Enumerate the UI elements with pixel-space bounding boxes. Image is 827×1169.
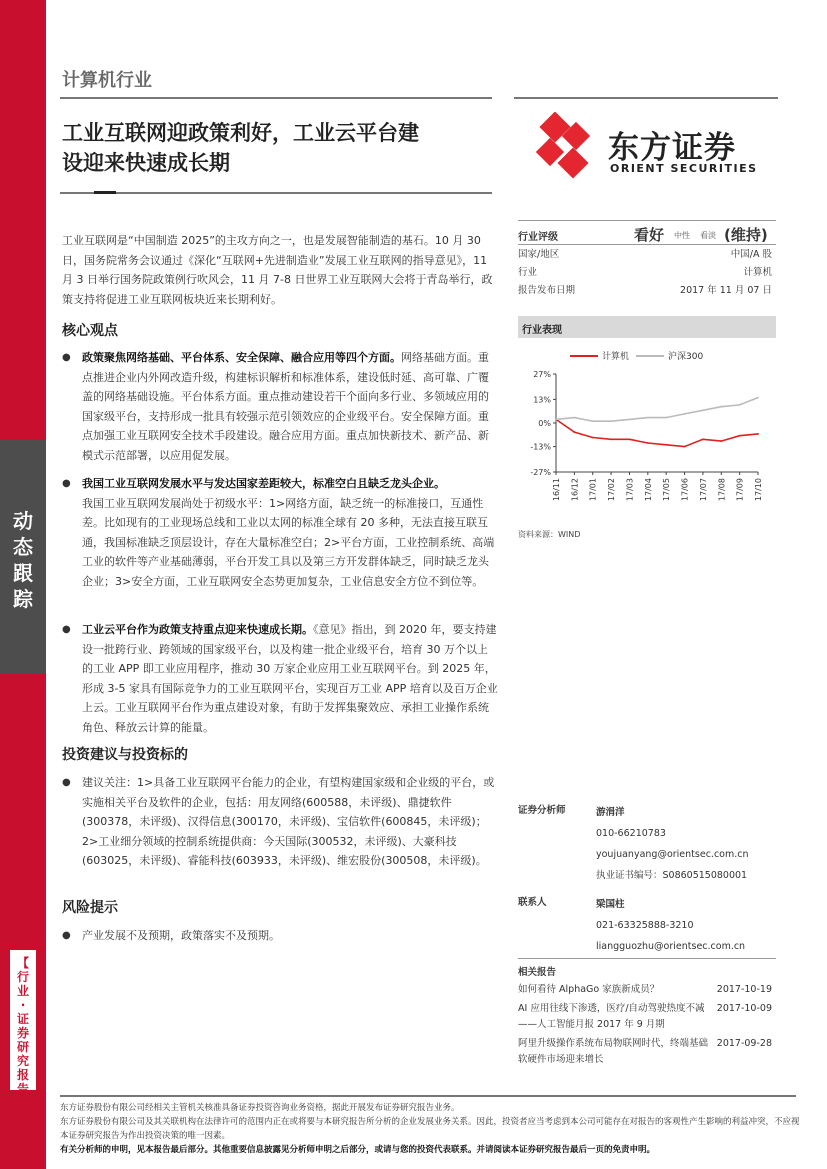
bullet-dot-icon: ● [62,777,71,788]
rating-row [518,246,776,264]
bullet-dot-icon: ● [62,930,71,941]
x-tick-label: 17/06 [680,478,690,502]
rating-divider [518,244,776,245]
bullet-bold: 我国工业互联网发展水平与发达国家差距较大，标准空白且缺乏龙头企业。 [82,477,445,490]
y-tick-label: -27% [530,468,551,477]
series-point [739,404,741,406]
row-label: 行业 [518,267,538,278]
company-logo [530,112,780,182]
series-point [757,397,759,399]
top-divider [60,97,492,99]
analyst-name: 游涓洋 [596,807,625,818]
related-item-title: 如何看待 AlphaGo 家族新成员？ [518,984,660,995]
report-type-char: 踪 [13,587,33,611]
rating-neutral: 中性 [674,231,690,240]
title-divider-accent [94,191,116,194]
bullet-dot-icon: ● [62,478,71,489]
bullet-text: 建议关注：1>具备工业互联网平台能力的企业，有望构建国家级和企业级的平台，或实施相关平台及软件的企业，包括：用友网络(600588，未评级)、鼎捷软件(300378，未评级)、汉得信息(300170，未评级)、宝信软件(600845，未评级)；2>工业细分领域的控制系统提供商：今天国际(300532，未评级)、大豪科技(603025，未评级)、睿能科技(603933，未评级)、维宏股份(300508，未评级)。 [82,776,495,867]
report-type-char: 动 [13,509,33,533]
series-point [629,418,631,420]
series-point [592,437,594,439]
x-tick-label: 17/03 [625,478,635,502]
title-line-2: 设迎来快速成长期 [62,151,230,175]
footer-line-3: 有关分析师的申明，见本报告最后部分。其他重要信息披露见分析师申明之后部分，或请与您的投资代表联系。并请阅读本证券研究报告最后一页的免责申明。 [60,1145,656,1155]
series-point [610,420,612,422]
bullet-dot-icon: ● [62,624,71,635]
x-tick-label: 17/09 [735,478,745,502]
section-risk-heading: 风险提示 [62,900,118,916]
x-tick-label: 17/07 [698,478,708,502]
report-category-char: 业 [16,984,29,998]
x-tick-label: 17/01 [588,478,598,502]
analyst-cert: 执业证书编号：S0860515080001 [596,870,748,881]
footer-line-1: 东方证券股份有限公司经相关主管机关核准具备证券投资咨询业务资格，据此开展发布证券研究报告业务。 [60,1103,460,1113]
report-category-char: 行 [16,970,29,984]
rating-hold: (维持) [724,226,768,244]
report-category-char: 】 [16,1096,29,1110]
related-title: 相关报告 [518,967,557,978]
chart-source: 资料来源：WIND [518,530,581,539]
row-value: 计算机 [743,267,772,278]
report-category-char: 研 [16,1040,29,1054]
related-item-date: 2017-09-28 [716,1038,772,1049]
bullet-policy [62,348,498,465]
series-point [720,406,722,408]
series-point [610,438,612,440]
x-tick-label: 16/11 [552,478,561,502]
title-line-1: 工业互联网迎政策利好，工业云平台建 [62,121,419,145]
series-point [573,417,575,419]
series-point [647,417,649,419]
logo-mark-icon [530,112,600,182]
rating-row [518,282,776,300]
section-core-heading: 核心观点 [62,323,118,339]
report-type-char: 跟 [13,561,33,585]
series-point [739,435,741,437]
footer-disclaimer [60,1101,800,1157]
top-divider-right [514,97,778,99]
analyst-email[interactable]: youjuanyang@orientsec.com.cn [596,849,749,860]
y-tick-label: 27% [533,370,551,379]
related-item-title: 阿里升级操作系统布局物联网时代，终端基础软硬件市场迎来增长 [518,1038,709,1065]
bullet-invest [62,773,498,871]
report-category-char: 究 [16,1054,29,1068]
related-item-title: AI 应用往线下渗透，医疗/自动驾驶热度不减——人工智能月报 2017 年 9 月期 [518,1003,705,1030]
rating-top-rule [518,220,776,221]
related-reports [518,964,776,1071]
report-category-char: 告 [16,1082,29,1096]
related-item-date: 2017-10-19 [716,984,772,995]
related-item[interactable] [518,1036,776,1068]
series-point [647,442,649,444]
rating-bear: 看淡 [700,231,716,240]
legend-label: 沪深300 [668,352,704,362]
series-point [720,440,722,442]
x-tick-label: 16/12 [570,478,580,502]
rating-head [518,224,776,246]
series-point [684,413,686,415]
series-point [555,418,557,420]
row-label: 国家/地区 [518,249,560,260]
logo-english-name: ORIENT SECURITIES [610,162,758,175]
row-value: 2017 年 11 月 07 日 [680,285,772,296]
row-value: 中国/A 股 [730,249,772,260]
series-point [702,438,704,440]
report-category-char: · [20,998,26,1012]
performance-title: 行业表现 [522,325,562,336]
footer-divider [60,1095,796,1097]
bullet-bold: 工业云平台作为政策支持重点迎来快速成长期。 [82,623,313,636]
intro-paragraph: 工业互联网是“中国制造 2025”的主攻方向之一，也是发展智能制造的基石。10 月 30 日，国务院常务会议通过《深化“互联网+先进制造业”发展工业互联网的指导意见》，11 月 3 日举行国务院政策例行吹风会，11 月 7-8 日世界工业互联网大会将于青岛举行，政策支持将促进工业互联网板块近来长期利好。 [62,234,493,306]
x-tick-label: 17/04 [643,478,653,502]
report-category-char: 券 [16,1026,29,1040]
x-tick-label: 17/02 [607,478,617,502]
section-invest-heading: 投资建议与投资标的 [62,747,188,763]
title-divider [60,192,492,194]
x-tick-label: 17/05 [662,478,672,502]
bullet-risk [62,926,498,946]
bullet-dot-icon: ● [62,352,71,363]
report-category-char: 报 [16,1068,29,1082]
series-point [702,409,704,411]
industry-label: 计算机行业 [62,70,152,91]
left-category-panel [10,950,36,1110]
report-title [62,118,502,178]
contact-label: 联系人 [518,897,547,908]
rating-box [518,224,776,300]
analyst-label: 证券分析师 [518,805,566,816]
bullet-text: 《意见》指出，到 2020 年，要支持建设一批跨行业、跨领域的国家级平台，以及构建一批企业级平台，培育 30 万个以上的工业 APP 即工业应用程序，推动 30 万家企业应用工业互联网平台。到 2025 年，形成 3-5 家具有国际竞争力的工业互联网平台，实现百万工业 APP 培育以及百万企业上云。工业互联网平台作为重点建设对象，有助于发挥集聚效应、承担工业操作系统角色、释放云计算的能量。 [82,623,498,734]
series-point [665,444,667,446]
series-point [592,420,594,422]
x-tick-label: 17/10 [754,478,763,502]
left-tag-panel [0,440,46,674]
related-top-rule [518,958,776,959]
analyst-phone: 010-66210783 [596,828,666,839]
series-point [757,433,759,435]
series-point [684,446,686,448]
rating-row [518,264,776,282]
rating-main: 看好 [634,226,665,244]
contact-name: 梁国柱 [596,899,625,910]
report-type-tag [0,508,46,612]
performance-chart [518,344,776,524]
bullet-cloud [62,620,498,737]
bullet-text: 网络基础方面。重点推进企业内外网改造升级，构建标识解析和标准体系，建设低时延、高可靠、广覆盖的网络基础设施。平台体系方面。重点推动建设若干个面向多行业、多领域应用的国家级平台，支持形成一批具有较强示范引领效应的企业级平台。安全保障方面。重点加强工业互联网安全技术手段建设。融合应用方面。重点加快新技术、新产品、新模式示范部署，以应用促发展。 [82,351,489,462]
row-label: 报告发布日期 [518,285,576,296]
series-point [665,417,667,419]
bullet-text: 我国工业互联网发展尚处于初级水平：1>网络方面，缺乏统一的标准接口，互通性差。比如现有的工业现场总线和工业以太网的标准全球有 20 多种，无法直接互联互通，我国标准缺乏顶层设计，存在大量标准空白；2>平台方面，工业控制系统、高端工业的软件等产业基础薄弱，平台开发工具以及第三方开发群体缺乏，同时缺乏龙头企业；3>安全方面，工业互联网安全态势更加复杂，工业信息安全方位不到位等。 [82,496,495,588]
report-category-char: 证 [16,1012,29,1026]
y-tick-label: 0% [538,419,551,428]
y-tick-label: 13% [533,395,551,405]
related-item[interactable] [518,1001,776,1033]
contact-phone: 021-63325888-3210 [596,920,694,931]
legend-label: 计算机 [602,352,630,362]
series-line [556,398,758,422]
footer-line-2: 东方证券股份有限公司及其关联机构在法律许可的范围内正在或将要与本研究报告所分析的企业发展业务关系。因此，投资者应当考虑到本公司可能存在对报告的客观性产生影响的利益冲突，不应视本证券研究报告为作出投资决策的唯一因素。 [60,1117,800,1141]
series-point [573,431,575,433]
bullet-gap [62,474,498,591]
rating-label: 行业评级 [518,232,558,243]
related-item[interactable] [518,982,776,998]
bullet-text: 产业发展不及预期，政策落实不及预期。 [82,929,280,942]
series-line [556,419,758,446]
series-point [629,438,631,440]
x-tick-label: 17/08 [717,478,727,502]
report-category-tag [10,950,36,1110]
y-tick-label: -13% [530,442,551,452]
report-category-char: 【 [16,956,29,970]
report-type-char: 态 [13,535,33,559]
related-item-date: 2017-10-09 [716,1003,772,1014]
contact-email[interactable]: liangguozhu@orientsec.com.cn [596,941,746,952]
bullet-bold: 政策聚焦网络基础、平台体系、安全保障、融合应用等四个方面。 [82,351,401,364]
performance-header [518,316,776,338]
logo-chinese-name: 东方证券 [608,130,736,166]
